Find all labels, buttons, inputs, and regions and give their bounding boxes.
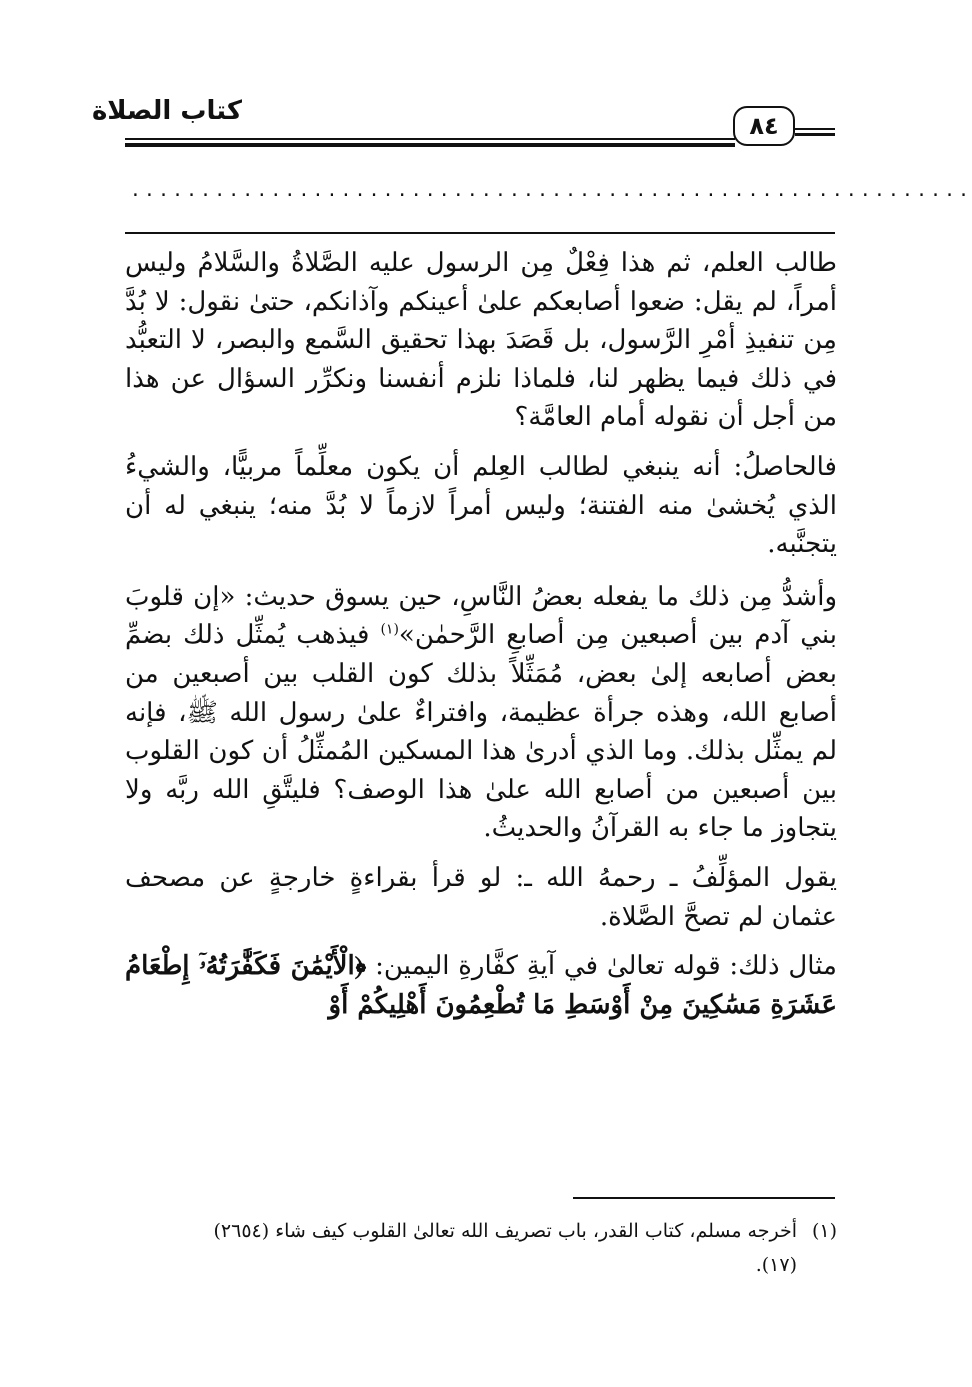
main-text [125,244,837,1024]
header-rule-right [795,128,835,130]
header-rule-thick [125,143,735,147]
paragraph-with-quran [125,947,837,1024]
footnote-text: أخرجه مسلم، كتاب القدر، باب تصريف الله تعالىٰ القلوب كيف شاء (٢٦٥٤) [213,1220,797,1242]
paragraph: يقول المؤلِّفُ ـ رحمهُ الله ـ: لو قرأ بقراءةٍ خارجةٍ عن مصحف عثمان لم تصحَّ الصَّلاة. [125,862,837,932]
header-rule [125,138,735,140]
footnote [125,1214,837,1248]
page-number: ٨٤ [733,106,795,146]
footnote-rule [573,1197,835,1199]
footnote-marker: (١) [811,1220,837,1242]
paragraph: طالب العلم، ثم هذا فِعْلٌ مِن الرسول عليه الصَّلاةُ والسَّلامُ وليس أمراً، لم يقل: ضعوا أصابعكم علىٰ أعينكم وآذانكم، حتىٰ نقول: لا بُدَّ مِن تنفيذِ أمْرِ الرَّسول، بل قَصَدَ بهذا تحقيق السَّمع والبصر، لا التعبُّد في ذلك فيما يظهر لنا، فلماذا نلزم أنفسنا ونكرِّر السؤال عن هذا من أجل أن نقوله أمام العامَّة؟ [125,248,837,433]
paragraph-text: فيذهب يُمثِّل ذلك بضمِّ بعض أصابعه إلىٰ بعض، مُمَثِّلاً بذلك كون القلب بين أصبعين من أصابع الله، وهذه جرأة عظيمة، وافتراءٌ علىٰ رسول الله ﷺ، فإنه لم يمثِّل بذلك. وما الذي أدرىٰ هذا المسكين المُمثِّلُ أن كون القلوب بين أصبعين من أصابع الله علىٰ هذا الوصف؟ فليتَّقِ الله ربَّه ولا يتجاوز ما جاء به القرآنُ والحديثُ. [125,620,837,844]
quran-verse: ﴿الْأَيْمَٰنَ فَكَفَّٰرَتُهُۥٓ إِطْعَامُ عَشَرَةِ مَسَٰكِينَ مِنْ أَوْسَطِ مَا تُطْعِمُونَ أَهْلِيكُمْ أَوْ [125,951,837,1020]
paragraph-with-reference [125,578,837,848]
footnote-continuation: (١٧). [755,1254,797,1276]
section-rule [125,232,835,234]
paragraph-text: مثال ذلك: قوله تعالىٰ في آيةِ كفَّارةِ اليمين: [375,951,837,982]
header-rule-right-thick [795,133,835,136]
book-title: كتاب الصلاة [91,96,242,126]
paragraph-text: وأشدُّ مِن ذلك ما يفعله بعضُ النَّاسِ، حين يسوق حديث: «إن قلوبَ بني آدم بين أصبعين مِن أصابعِ الرَّحمٰن» [125,581,837,651]
dotted-separator: ............................................................ [130,180,972,201]
footnotes [125,1214,837,1282]
footnote-reference[interactable]: (١) [380,621,399,638]
paragraph: فالحاصلُ: أنه ينبغي لطالب العِلم أن يكون معلِّماً مربيًّا، والشيءُ الذي يُخشىٰ منه الفتنة؛ وليس أمراً لازماً لا بُدَّ منه؛ ينبغي له أن يتجنَّبه. [125,451,837,560]
